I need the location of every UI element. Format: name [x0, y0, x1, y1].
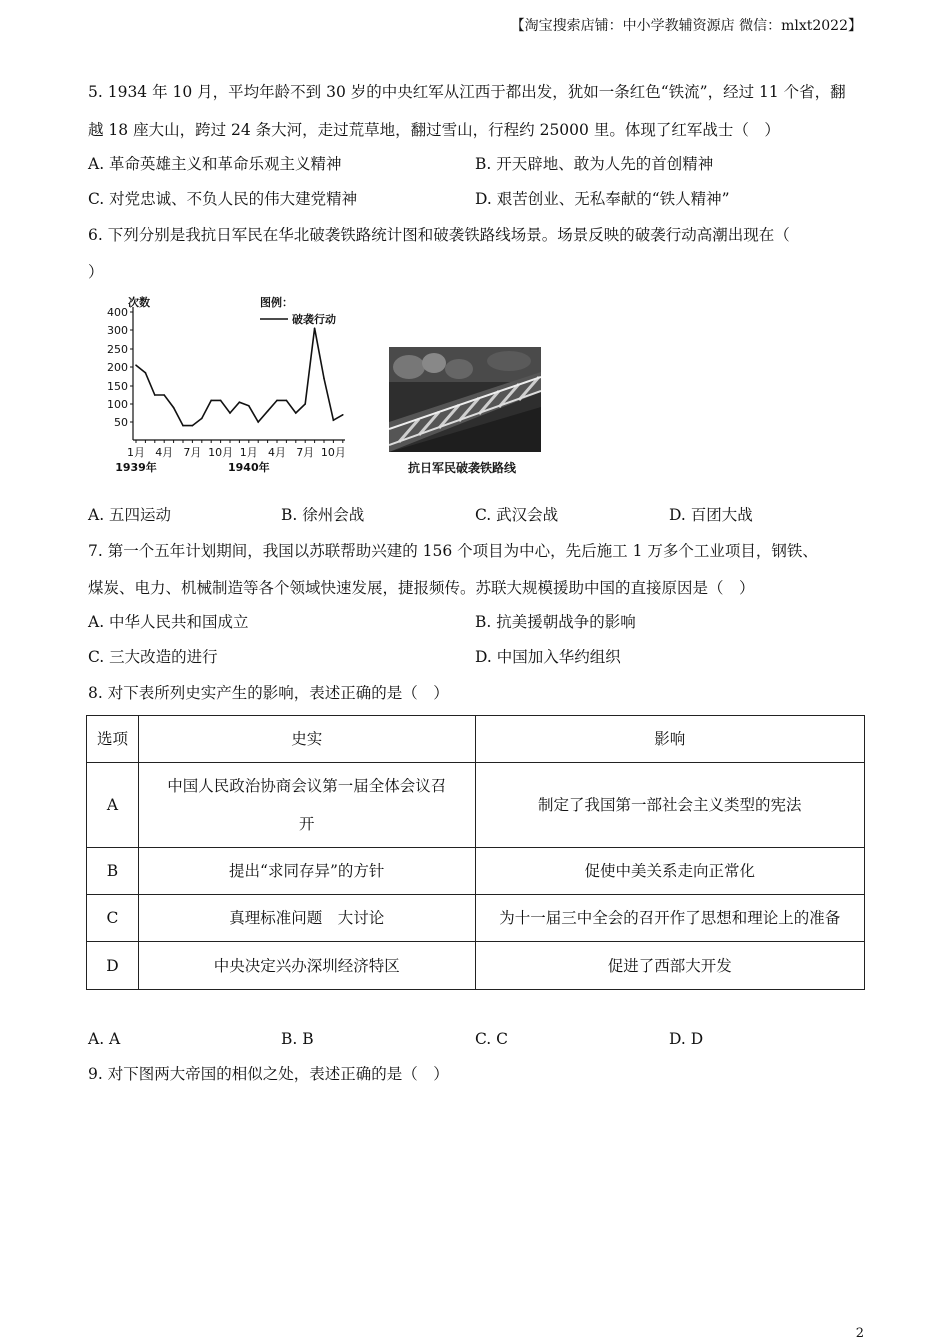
header-fact: 史实 — [138, 716, 475, 763]
row-fact: 中央决定兴办深圳经济特区 — [138, 942, 475, 990]
row-fact-line2: 开 — [298, 815, 315, 833]
y-tick-label: 400 — [107, 306, 128, 319]
q8-option-b[interactable]: B. B — [281, 1030, 314, 1048]
raid-line-chart — [100, 292, 360, 477]
raid-data-point — [267, 410, 269, 412]
q7-option-b[interactable]: B. 抗美援朝战争的影响 — [475, 613, 636, 631]
q6-option-d[interactable]: D. 百团大战 — [669, 506, 753, 524]
row-effect: 促进了西部大开发 — [475, 942, 864, 990]
q6-stem-line2: ） — [88, 263, 104, 281]
raid-data-point — [173, 407, 175, 409]
q8-option-d[interactable]: D. D — [669, 1030, 704, 1048]
raid-data-point — [333, 419, 335, 421]
x-tick-label: 1月 — [127, 446, 145, 459]
x-tick-label: 7月 — [183, 446, 202, 459]
raid-data-point — [257, 421, 259, 423]
q5-option-a[interactable]: A. 革命英雄主义和革命乐观主义精神 — [88, 155, 342, 173]
header-effect: 影响 — [475, 716, 864, 763]
raid-data-point — [286, 400, 288, 402]
row-option: A — [87, 763, 139, 848]
row-option: D — [87, 942, 139, 990]
q6-option-a[interactable]: A. 五四运动 — [88, 506, 172, 524]
row-fact: 提出“求同存异”的方针 — [138, 848, 475, 895]
raid-data-point — [304, 403, 306, 405]
q5-option-d[interactable]: D. 艰苦创业、无私奉献的“铁人精神” — [475, 190, 730, 208]
q9-stem: 9. 对下图两大帝国的相似之处，表述正确的是（ ） — [88, 1065, 449, 1083]
q7-option-a[interactable]: A. 中华人民共和国成立 — [88, 613, 249, 631]
raid-data-point — [314, 327, 316, 329]
row-fact-line1: 中国人民政治协商会议第一届全体会议召 — [167, 777, 447, 795]
raid-data-point — [210, 400, 212, 402]
y-tick-label: 100 — [107, 398, 128, 411]
q8-stem: 8. 对下表所列史实产生的影响，表述正确的是（ ） — [88, 684, 449, 702]
y-tick-label: 250 — [107, 343, 128, 356]
q5-option-b[interactable]: B. 开天辟地、敢为人先的首创精神 — [475, 155, 714, 173]
raid-data-point — [201, 418, 203, 420]
raid-data-point — [239, 401, 241, 403]
x-tick-label: 1月 — [239, 446, 258, 459]
photo-caption: 抗日军民破袭铁路线 — [408, 461, 517, 475]
raid-data-point — [192, 425, 194, 427]
row-effect: 制定了我国第一部社会主义类型的宪法 — [475, 763, 864, 848]
y-tick-label: 50 — [114, 416, 128, 429]
q7-option-d[interactable]: D. 中国加入华约组织 — [475, 648, 621, 666]
x-tick-label: 7月 — [296, 446, 315, 459]
raid-data-point — [154, 394, 156, 396]
q7-option-c[interactable]: C. 三大改造的进行 — [88, 648, 218, 666]
raid-series-line — [136, 328, 343, 425]
q8-option-a[interactable]: A. A — [88, 1030, 121, 1048]
railway-sabotage-photo — [389, 347, 541, 452]
railway-photo-illustration — [389, 347, 541, 452]
raid-data-point — [220, 400, 222, 402]
q7-stem-line2: 煤炭、电力、机械制造等各个领域快速发展，捷报频传。苏联大规模援助中国的直接原因是（ ） — [88, 579, 755, 597]
raid-data-point — [295, 412, 297, 414]
table-row — [87, 848, 865, 895]
x-tick-label: 10月 — [208, 446, 234, 459]
q6-option-b[interactable]: B. 徐州会战 — [281, 506, 365, 524]
page-number: 2 — [855, 1326, 864, 1341]
row-effect: 为十一届三中全会的召开作了思想和理论上的准备 — [475, 895, 864, 942]
row-option: C — [87, 895, 139, 942]
q7-stem-line1: 7. 第一个五年计划期间，我国以苏联帮助兴建的 156 个项目为中心，先后施工 1 万多个工业项目，钢铁、 — [88, 542, 818, 560]
row-option: B — [87, 848, 139, 895]
x-tick-label: 4月 — [155, 446, 174, 459]
table-row — [87, 895, 865, 942]
q5-stem-line1: 5. 1934 年 10 月，平均年龄不到 30 岁的中央红军从江西于都出发，犹如一条红色“铁流”，经过 11 个省，翻 — [88, 83, 846, 101]
page-header: 【淘宝搜索店铺：中小学教辅资源店 微信：mlxt2022】 — [510, 18, 862, 34]
year-label: 1939年 — [115, 461, 157, 474]
raid-data-point — [182, 425, 184, 427]
legend-series-name: 破袭行动 — [292, 313, 336, 326]
raid-data-point — [145, 372, 147, 374]
x-tick-label: 4月 — [268, 446, 286, 459]
q5-stem-line2: 越 18 座大山，跨过 24 条大河，走过荒草地，翻过雪山，行程约 25000 里。体现了红军战士（ ） — [88, 121, 780, 139]
y-tick-label: 200 — [107, 361, 128, 374]
q5-option-c[interactable]: C. 对党忠诚、不负人民的伟大建党精神 — [88, 190, 358, 208]
raid-data-point — [163, 394, 165, 396]
table-header-row — [87, 716, 865, 763]
history-facts-table — [86, 715, 865, 990]
row-fact — [138, 763, 475, 848]
raid-data-point — [248, 405, 250, 407]
q8-option-c[interactable]: C. C — [475, 1030, 509, 1048]
raid-data-point — [229, 412, 231, 414]
raid-data-point — [323, 378, 325, 380]
year-label: 1940年 — [227, 461, 270, 474]
table-row — [87, 942, 865, 990]
row-fact: 真理标准问题 大讨论 — [138, 895, 475, 942]
y-tick-label: 150 — [107, 380, 128, 393]
raid-data-point — [276, 400, 278, 402]
table-row — [87, 763, 865, 848]
y-axis-label: 次数 — [128, 296, 150, 309]
legend-title: 图例： — [260, 296, 293, 309]
raid-data-point — [135, 364, 137, 366]
x-tick-label: 10月 — [320, 446, 346, 459]
header-option: 选项 — [87, 716, 139, 763]
row-effect: 促使中美关系走向正常化 — [475, 848, 864, 895]
y-tick-label: 300 — [107, 324, 128, 337]
raid-data-point — [342, 414, 344, 416]
q6-stem-line1: 6. 下列分别是我抗日军民在华北破袭铁路统计图和破袭铁路线场景。场景反映的破袭行动高潮出现在（ — [88, 226, 790, 244]
q6-option-c[interactable]: C. 武汉会战 — [475, 506, 559, 524]
